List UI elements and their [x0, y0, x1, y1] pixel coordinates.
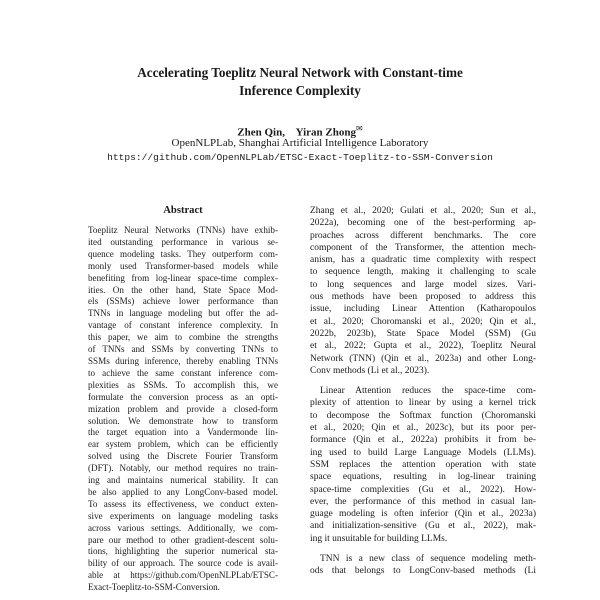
abstract-line: (DFT). Notably, our method requires no train-: [88, 463, 278, 474]
abstract-line: of TNNs and SSMs by converting TNNs to: [88, 344, 278, 355]
author-names: Zhen Qin, Yiran Zhong: [237, 126, 356, 139]
abstract-line: sive experiments on language modeling tasks: [88, 510, 278, 521]
abstract-line: To assess its effectiveness, we conduct exten-: [88, 498, 278, 509]
abstract-line: quence modeling tasks. They outperform com-: [88, 248, 278, 259]
abstract-line: bility of our approach. The source code is avail-: [88, 558, 278, 569]
abstract-line: ited outstanding performance in various se-: [88, 236, 278, 247]
title-line: Accelerating Toeplitz Neural Network with Constant-time: [137, 65, 463, 80]
body-line: ods that belongs to LongConv-based methods (Li: [310, 566, 536, 577]
abstract-line: solved using the Discrete Fourier Transform: [88, 451, 278, 462]
body-line: ever, the performance of this method in casual lan-: [310, 496, 536, 507]
envelope-icon: ✉: [356, 124, 363, 133]
body-line: guage modeling is often inferior (Qin et al., 2023a): [310, 509, 536, 520]
abstract-line: be also applied to any LongConv-based model.: [88, 486, 278, 497]
abstract-line: Toeplitz Neural Networks (TNNs) have exhib-: [88, 225, 278, 235]
body-line: to sequence length, making it challenging to scale: [310, 267, 536, 278]
body-line: ing used to build Large Language Models (LLMs).: [310, 447, 536, 458]
abstract-line: monly used Transformer-based models while: [88, 260, 278, 271]
body-line: et al., 2020; Qin et al., 2023c), but its poor per-: [310, 423, 536, 434]
abstract-line: solution. We demonstrate how to transform: [88, 415, 278, 426]
abstract-line: plexities as SSMs. To accomplish this, we: [88, 379, 278, 390]
abstract-line: the target equation into a Vandermonde lin-: [88, 427, 278, 438]
body-line: to decompose the Softmax function (Choromanski: [310, 410, 536, 421]
abstract-line: able at https://github.com/OpenNLPLab/ETSC-: [88, 570, 278, 581]
abstract-heading: Abstract: [163, 205, 203, 216]
body-line: space equations, resulting in log-linear training: [310, 472, 536, 483]
affiliation: OpenNLPLab, Shanghai Artificial Intelligence Laboratory: [171, 137, 429, 149]
abstract-line: TNNs in language modeling but offer the ad-: [88, 308, 278, 319]
body-line: et al., 2020; Choromanski et al., 2020; Qin et al.,: [310, 316, 536, 327]
paper-title: [40, 64, 560, 100]
abstract-line: formulate the conversion process as an opti-: [88, 391, 278, 402]
body-line: component of the Transformer, the attention mech-: [310, 242, 536, 253]
body-line: space-time complexities (Gu et al., 2022). How-: [310, 484, 536, 495]
abstract-line: to achieve the same constant inference com-: [88, 367, 278, 378]
abstract-body: [88, 225, 278, 594]
abstract-line: ing and maintains numerical stability. It can: [88, 475, 278, 486]
body-column-right: [310, 205, 536, 578]
abstract-line: benefiting from log-linear space-time complex-: [88, 272, 278, 283]
body-line: ing it unsuitable for building LLMs.: [310, 533, 448, 544]
abstract-line: SSMs during inference, thereby enabling TNNs: [88, 355, 278, 366]
body-line: Conv methods (Li et al., 2023).: [310, 365, 430, 376]
body-line: and initialization-sensitive (Gu et al., 2022), mak-: [310, 521, 536, 532]
body-line: Zhang et al., 2020; Gulati et al., 2020; Sun et al.,: [310, 206, 536, 216]
body-line: formance (Qin et al., 2022a) prohibits it from be-: [310, 435, 536, 446]
body-line: proaches across different benchmarks. The core: [310, 230, 536, 241]
body-line: ous methods have been proposed to address this: [310, 292, 536, 303]
body-line: Linear Attention reduces the space-time com-: [320, 386, 536, 397]
body-line: TNN is a new class of sequence modeling meth-: [320, 554, 536, 565]
abstract-line: vantage of constant inference complexity. In: [88, 320, 278, 331]
title-line: Inference Complexity: [239, 83, 361, 98]
body-line: issue, including Linear Attention (Katharopoulos: [310, 304, 536, 315]
body-line: plexity of attention to linear by using a kernel trick: [310, 398, 536, 409]
body-line: Network (TNN) (Qin et al., 2023a) and other Long-: [310, 353, 536, 364]
body-line: to long sequences and large model sizes. Vari-: [310, 279, 536, 290]
abstract-line: Exact-Toeplitz-to-SSM-Conversion.: [88, 582, 220, 593]
body-line: anism, has a quadratic time complexity with respect: [310, 255, 536, 266]
body-line: et al., 2022; Gupta et al., 2022), Toeplitz Neural: [310, 341, 536, 352]
body-line: SSM replaces the attention operation with state: [310, 459, 536, 470]
abstract-line: across various settings. Additionally, we com-: [88, 522, 278, 533]
repo-url[interactable]: https://github.com/OpenNLPLab/ETSC-Exact-Toeplitz-to-SSM-Conversion: [107, 152, 493, 163]
abstract-line: pare our method to other gradient-descent solu-: [88, 534, 278, 545]
body-line: 2022b, 2023b), State Space Model (SSM) (Gu: [310, 328, 536, 339]
abstract-line: ear system problem, which can be efficiently: [88, 439, 278, 450]
abstract-line: els (SSMs) achieve lower performance than: [88, 296, 278, 307]
body-line: 2022a), becoming one of the best-performing ap-: [310, 218, 536, 229]
abstract-line: this paper, we aim to combine the strengths: [88, 332, 278, 343]
abstract-line: tions, highlighting the superior numerical sta-: [88, 546, 278, 557]
abstract-line: ities. On the other hand, State Space Mod-: [88, 284, 278, 295]
abstract-line: mization problem and provide a closed-form: [88, 403, 278, 414]
